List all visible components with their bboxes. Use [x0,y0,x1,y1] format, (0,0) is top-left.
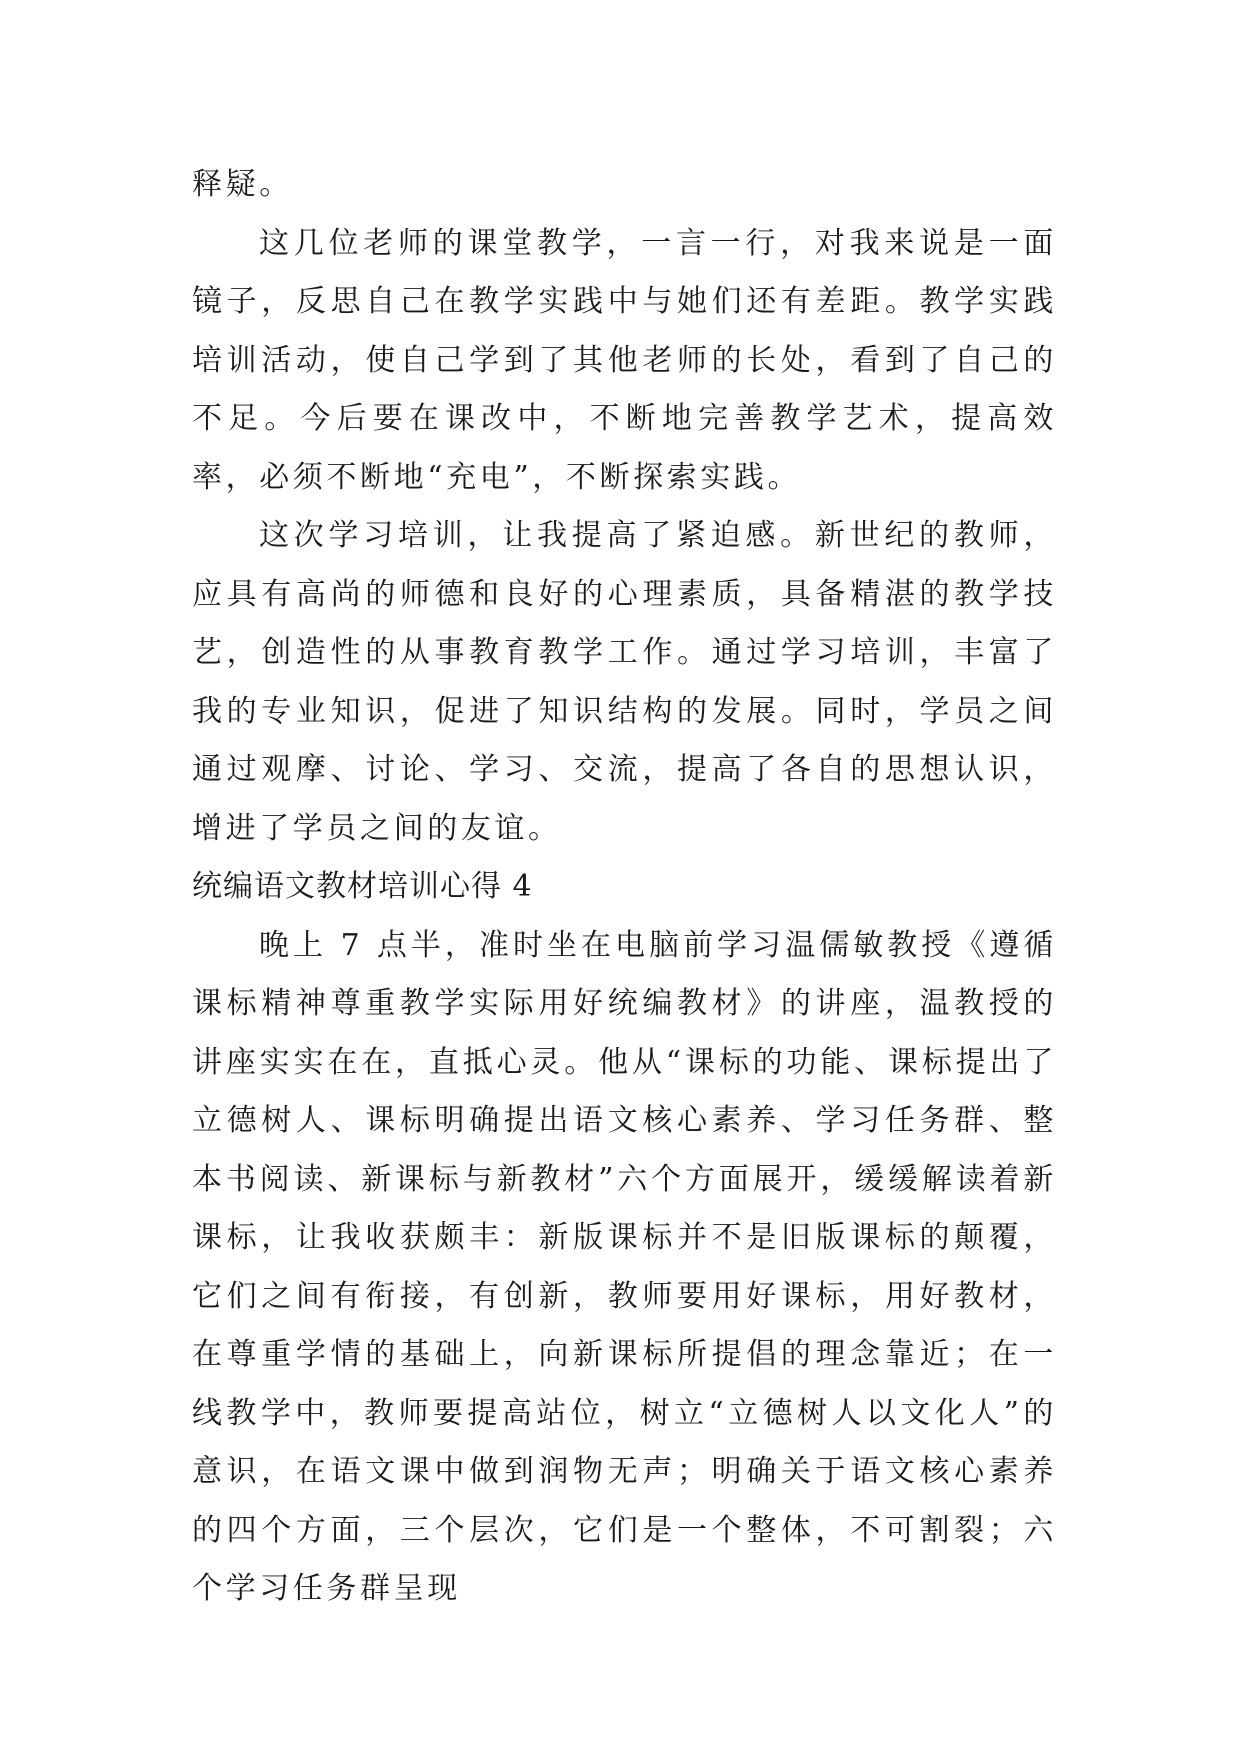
paragraph-continuation: 释疑。 [192,167,293,202]
document-page [192,156,1057,1619]
paragraph-teacher-reflection: 这几位老师的课堂教学，一言一行，对我来说是一面镜子，反思自己在教学实践中与她们还有差距。教学实践培训活动，使自己学到了其他老师的长处，看到了自己的不足。今后要在课改中，不断地完善教学艺术，提高效率，必须不断地“充电”，不断探索实践。 [192,225,1057,495]
section-heading: 统编语文教材培训心得 4 [192,869,533,904]
paragraph-lecture-notes: 晚上 7 点半，准时坐在电脑前学习温儒敏教授《遵循课标精神尊重教学实际用好统编教材》的讲座，温教授的讲座实实在在，直抵心灵。他从“课标的功能、课标提出了立德树人、课标明确提出语文核心素养、学习任务群、整本书阅读、新课标与新教材”六个方面展开，缓缓解读着新课标，让我收获颇丰：新版课标并不是旧版课标的颠覆，它们之间有衔接，有创新，教师要用好课标，用好教材，在尊重学情的基础上，向新课标所提倡的理念靠近；在一线教学中，教师要提高站位，树立“立德树人以文化人”的意识，在语文课中做到润物无声；明确关于语文核心素养的四个方面，三个层次，它们是一个整体，不可割裂；六个学习任务群呈现 [192,927,1057,1606]
paragraph-training-urgency: 这次学习培训，让我提高了紧迫感。新世纪的教师，应具有高尚的师德和良好的心理素质，具备精湛的教学技艺，创造性的从事教育教学工作。通过学习培训，丰富了我的专业知识，促进了知识结构的发展。同时，学员之间通过观摩、讨论、学习、交流，提高了各自的思想认识，增进了学员之间的友谊。 [192,518,1057,846]
